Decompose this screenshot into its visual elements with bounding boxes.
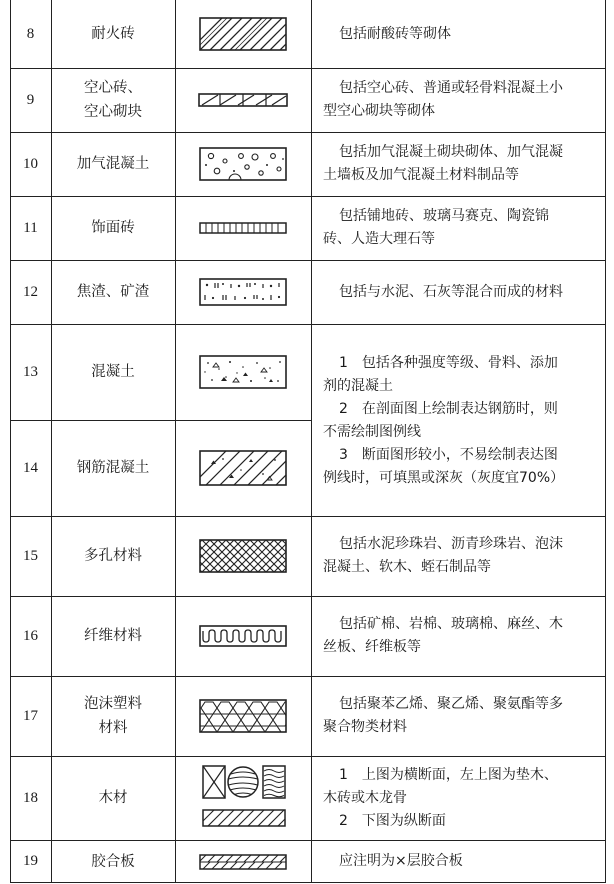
aerated-concrete-circles-icon: [199, 147, 287, 181]
material-name: [51, 676, 175, 756]
row-number: 12: [23, 283, 38, 300]
material-description: [311, 516, 606, 596]
material-description: [311, 676, 606, 756]
foam-plastic-symbol: [175, 676, 311, 756]
column-divider: [175, 0, 176, 883]
material-description: [311, 0, 606, 68]
material-name: [51, 840, 175, 883]
material-name-line: 空心砖、: [84, 80, 142, 96]
row-number: 9: [26, 91, 35, 108]
material-description: [311, 68, 606, 132]
refractory-brick-hatch-icon: [199, 17, 287, 51]
description-line: 混凝土、软木、蛭石制品等: [323, 559, 491, 575]
wood-symbol: [175, 756, 311, 840]
description-line: 应注明为×层胶合板: [339, 853, 463, 869]
material-name-line: 加气混凝土: [76, 156, 150, 172]
note-line: 不需绘制图例线: [323, 424, 421, 440]
material-name: [51, 756, 175, 840]
note-line: 2 在剖面图上绘制表达钢筋时，则: [339, 401, 558, 417]
row-number: 15: [23, 547, 38, 564]
reinforced-concrete-hatch-icon: [199, 450, 287, 486]
material-name: [51, 324, 175, 420]
description-line: 1 上图为横断面，左上图为垫木、: [339, 766, 558, 783]
material-name-line: 材料: [98, 720, 128, 736]
material-name-line: 多孔材料: [84, 548, 142, 564]
material-name-line: 木材: [98, 790, 128, 806]
aerated-concrete-symbol: [175, 132, 311, 196]
row-number: 14: [23, 459, 38, 476]
material-name: [51, 68, 175, 132]
concrete-symbol: [175, 324, 311, 420]
material-name-line: 纤维材料: [84, 628, 142, 644]
note-line: 1 包括各种强度等级、骨料、添加: [339, 355, 558, 371]
material-name: [51, 260, 175, 324]
facing-tile-grid-icon: [199, 222, 287, 234]
note-line: 剂的混凝土: [323, 378, 393, 394]
material-name-line: 混凝土: [91, 364, 135, 380]
material-description: [311, 132, 606, 196]
description-line: 包括铺地砖、玻璃马赛克、陶瓷锦: [339, 208, 549, 224]
slag-dots-icon: [199, 278, 287, 306]
row-number: 17: [23, 707, 38, 724]
description-line: 砖、人造大理石等: [323, 231, 435, 247]
material-legend-table: [10, 0, 606, 884]
column-divider: [51, 0, 52, 883]
description-line: 木砖或木龙骨: [323, 789, 407, 806]
material-name: [51, 596, 175, 676]
material-name: [51, 196, 175, 260]
wood-sections-icon: [198, 763, 288, 833]
hollow-brick-symbol: [175, 68, 311, 132]
description-line: 包括加气混凝土砌块砌体、加气混凝: [339, 144, 563, 160]
material-description: [311, 260, 606, 324]
description-line: 型空心砌块等砌体: [323, 103, 435, 119]
material-name-line: 钢筋混凝土: [76, 460, 150, 476]
description-line: 包括与水泥、石灰等混合而成的材料: [339, 283, 563, 300]
material-name-line: 饰面砖: [91, 220, 135, 236]
plywood-symbol: [175, 840, 311, 883]
row-number: 13: [23, 363, 38, 380]
hollow-brick-hatch-icon: [198, 93, 288, 107]
slag-symbol: [175, 260, 311, 324]
description-line: 包括耐酸砖等砌体: [339, 25, 451, 42]
description-line: 土墙板及加气混凝土材料制品等: [323, 167, 519, 183]
material-name-line: 空心砌块: [84, 104, 142, 120]
refractory-brick-symbol: [175, 0, 311, 68]
material-description: [311, 596, 606, 676]
material-name: [51, 132, 175, 196]
row-number: 11: [23, 219, 38, 236]
material-description: [311, 196, 606, 260]
concrete-stipple-icon: [199, 355, 287, 389]
plywood-layers-icon: [199, 854, 287, 870]
row-number: 19: [23, 853, 38, 869]
description-line: 丝板、纤维板等: [323, 639, 421, 655]
description-line: 包括水泥珍珠岩、沥青珍珠岩、泡沫: [339, 536, 563, 552]
porous-crosshatch-icon: [199, 539, 287, 573]
material-description: [311, 756, 606, 840]
fiber-wave-icon: [199, 625, 287, 647]
note-line: 3 断面图形较小，不易绘制表达图: [339, 447, 558, 463]
description-line: 聚合物类材料: [323, 719, 407, 735]
description-line: 2 下图为纵断面: [339, 812, 446, 829]
row-number: 16: [23, 627, 38, 644]
description-line: 包括聚苯乙烯、聚乙烯、聚氨酯等多: [339, 696, 563, 712]
foam-hexagons-icon: [199, 699, 287, 733]
material-name: [51, 420, 175, 516]
fiber-material-symbol: [175, 596, 311, 676]
facing-tile-symbol: [175, 196, 311, 260]
material-name-line: 焦渣、矿渣: [76, 284, 150, 300]
row-number: 18: [23, 789, 38, 806]
material-name-line: 泡沫塑料: [84, 696, 142, 712]
reinforced-concrete-symbol: [175, 420, 311, 516]
row-number: 8: [26, 25, 35, 42]
material-description: [311, 840, 606, 883]
material-name: [51, 0, 175, 68]
material-name-line: 耐火砖: [91, 26, 135, 42]
material-name-line: 胶合板: [91, 853, 135, 870]
porous-material-symbol: [175, 516, 311, 596]
concrete-notes: [311, 324, 606, 516]
row-number: 10: [23, 155, 38, 172]
description-line: 包括空心砖、普通或轻骨料混凝土小: [339, 80, 563, 96]
material-name: [51, 516, 175, 596]
note-line: 例线时，可填黑或深灰（灰度宜70%）: [323, 470, 565, 486]
column-divider: [311, 0, 312, 883]
description-line: 包括矿棉、岩棉、玻璃棉、麻丝、木: [339, 616, 563, 632]
